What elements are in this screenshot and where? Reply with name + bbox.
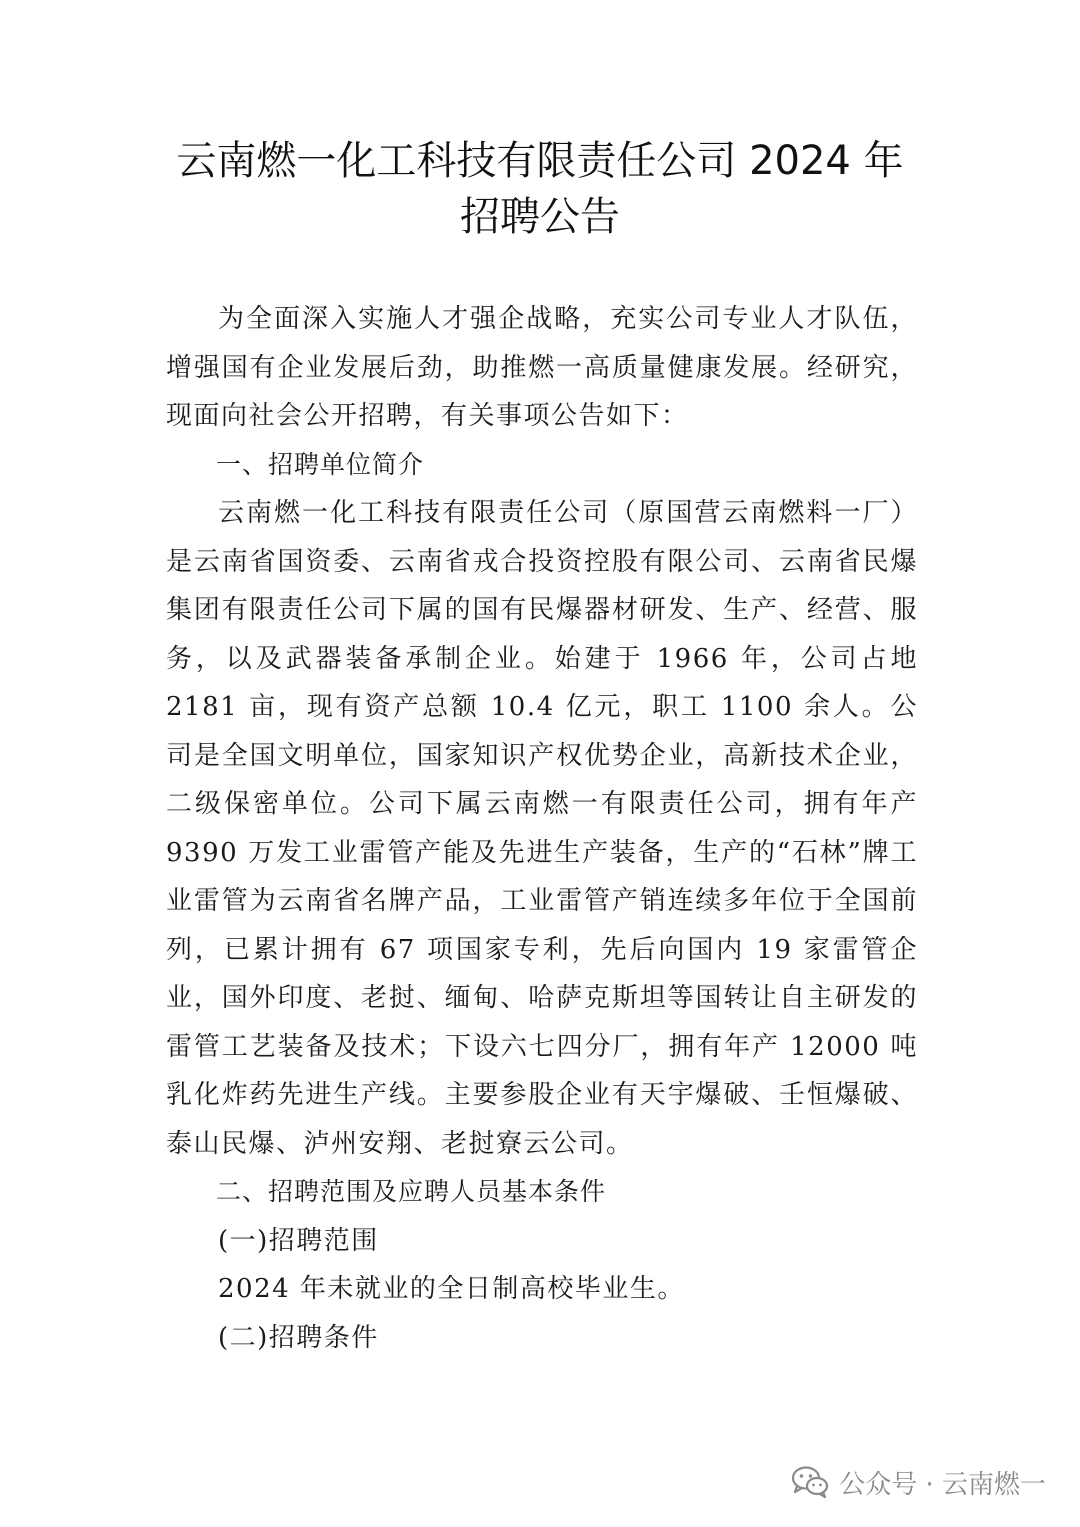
sub1-heading: (一)招聘范围 — [218, 1225, 379, 1256]
section2-heading: 二、招聘范围及应聘人员基本条件 — [216, 1177, 607, 1206]
sub1-paragraph: 2024 年未就业的全日制高校毕业生。 — [218, 1274, 685, 1304]
wechat-watermark — [791, 1460, 1046, 1504]
document-title-line2: 招聘公告 — [460, 194, 620, 240]
document-title-line1: 云南燃一化工科技有限责任公司 2024 年 — [176, 138, 904, 184]
intro-paragraph: 为全面深入实施人才强企战略，充实公司专业人才队伍，增强国有企业发展后劲，助推燃一高质量健康发展。经研究，现面向社会公开招聘，有关事项公告如下： — [166, 304, 918, 431]
document-body — [166, 295, 918, 1362]
sub2-heading: (二)招聘条件 — [218, 1322, 379, 1353]
wechat-icon — [791, 1465, 829, 1499]
section1-paragraph: 云南燃一化工科技有限责任公司（原国营云南燃料一厂）是云南省国资委、云南省戎合投资控股有限公司、云南省民爆集团有限责任公司下属的国有民爆器材研发、生产、经营、服务，以及武器装备承制企业。始建于 1966 年，公司占地 2181 亩，现有资产总额 10.4 亿元，职工 1100 余人。公司是全国文明单位，国家知识产权优势企业，高新技术企业，二级保密单位。公司下属云南燃一有限责任公司，拥有年产 9390 万发工业雷管产能及先进生产装备，生产的“石林”牌工业雷管为云南省名牌产品，工业雷管产销连续多年位于全国前列，已累计拥有 67 项国家专利，先后向国内 19 家雷管企业，国外印度、老挝、缅甸、哈萨克斯坦等国转让自主研发的雷管工艺装备及技术；下设六七四分厂，拥有年产 12000 吨乳化炸药先进生产线。主要参股企业有天宇爆破、壬恒爆破、泰山民爆、泸州安翔、老挝寮云公司。 — [166, 498, 918, 1159]
watermark-text: 公众号 · 云南燃一 — [839, 1469, 1046, 1500]
section1-heading: 一、招聘单位简介 — [216, 449, 425, 479]
